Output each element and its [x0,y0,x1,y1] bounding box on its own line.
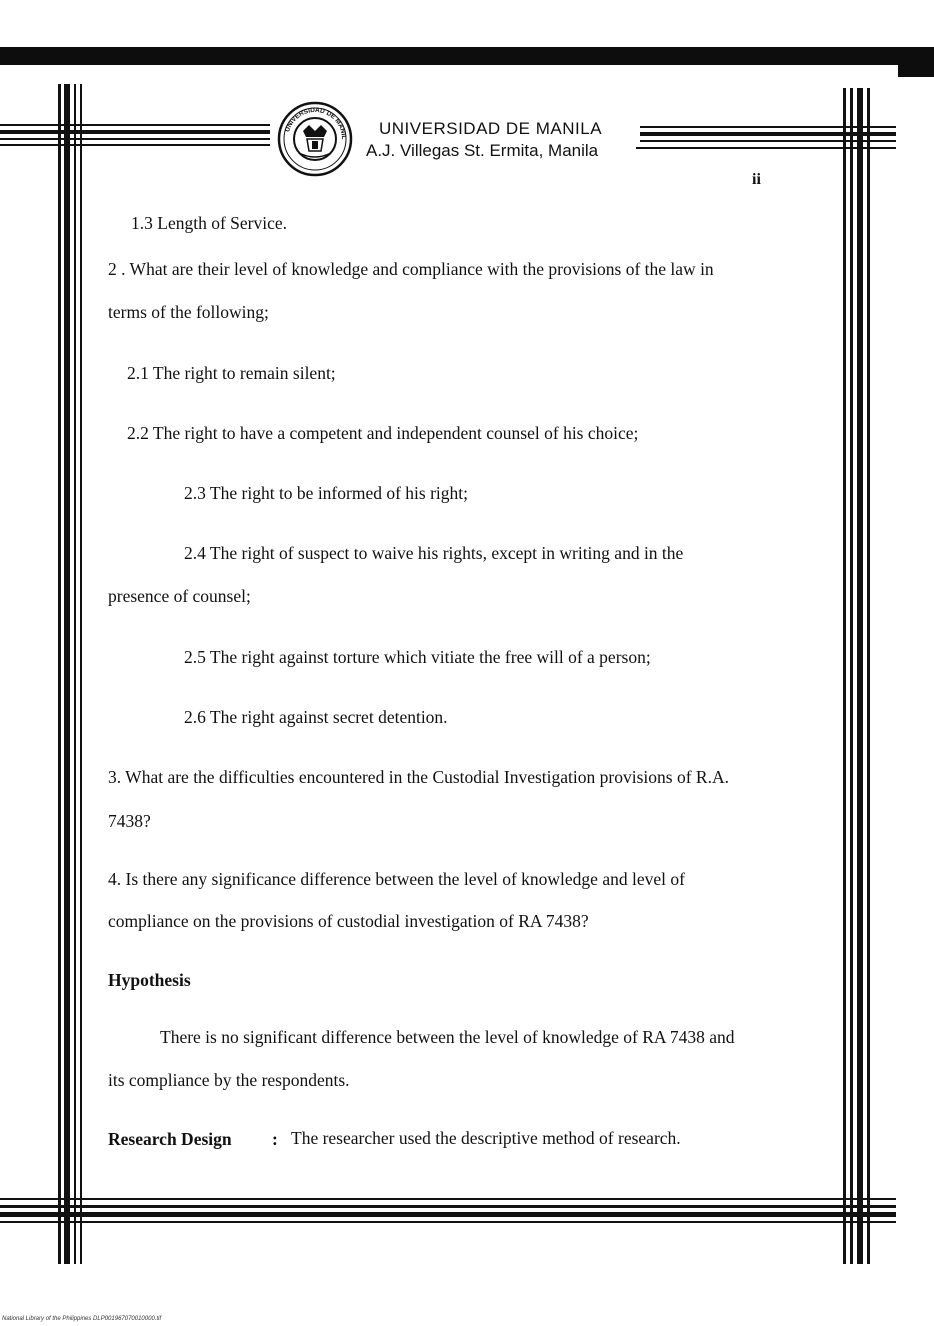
item-2-2: 2.2 The right to have a competent and independent counsel of his choice; [127,423,639,443]
item-1-3: 1.3 Length of Service. [131,213,287,233]
item-2-1: 2.1 The right to remain silent; [127,363,336,383]
item-2-3: 2.3 The right to be informed of his right; [184,483,469,503]
institution-address: A.J. Villegas St. Ermita, Manila [366,141,599,160]
item-2-4-line2: presence of counsel; [108,586,251,606]
question-4-line1: 4. Is there any significance difference between the level of knowledge and level of [108,869,685,889]
seal-text: UNIVERSIDAD DE MANIL [284,106,348,140]
page-number: ii [752,171,761,188]
question-4-line2: compliance on the provisions of custodial investigation of RA 7438? [108,911,589,931]
hypothesis-heading: Hypothesis [108,970,191,990]
hypothesis-line2: its compliance by the respondents. [108,1070,350,1090]
scan-credit: National Library of the Philippines DLP001967070010000.tif [2,1316,162,1322]
top-border-band [0,47,934,65]
item-2-5: 2.5 The right against torture which vitiate the free will of a person; [184,647,651,667]
research-design-separator: : [272,1129,278,1149]
hypothesis-line1: There is no significant difference between the level of knowledge of RA 7438 and [160,1027,735,1047]
question-3-line2: 7438? [108,811,151,831]
research-design-label: Research Design [108,1129,232,1149]
top-border-corner [898,47,934,77]
institution-name: UNIVERSIDAD DE MANILA [379,119,603,138]
university-seal-icon [277,101,353,177]
item-2-6: 2.6 The right against secret detention. [184,707,448,727]
question-2-line1: 2 . What are their level of knowledge and compliance with the provisions of the law in [108,259,714,279]
question-2-line2: terms of the following; [108,302,269,322]
research-design-text: The researcher used the descriptive method of research. [291,1128,681,1148]
item-2-4-line1: 2.4 The right of suspect to waive his rights, except in writing and in the [184,543,684,563]
question-3-line1: 3. What are the difficulties encountered in the Custodial Investigation provisions of R.A. [108,767,729,787]
